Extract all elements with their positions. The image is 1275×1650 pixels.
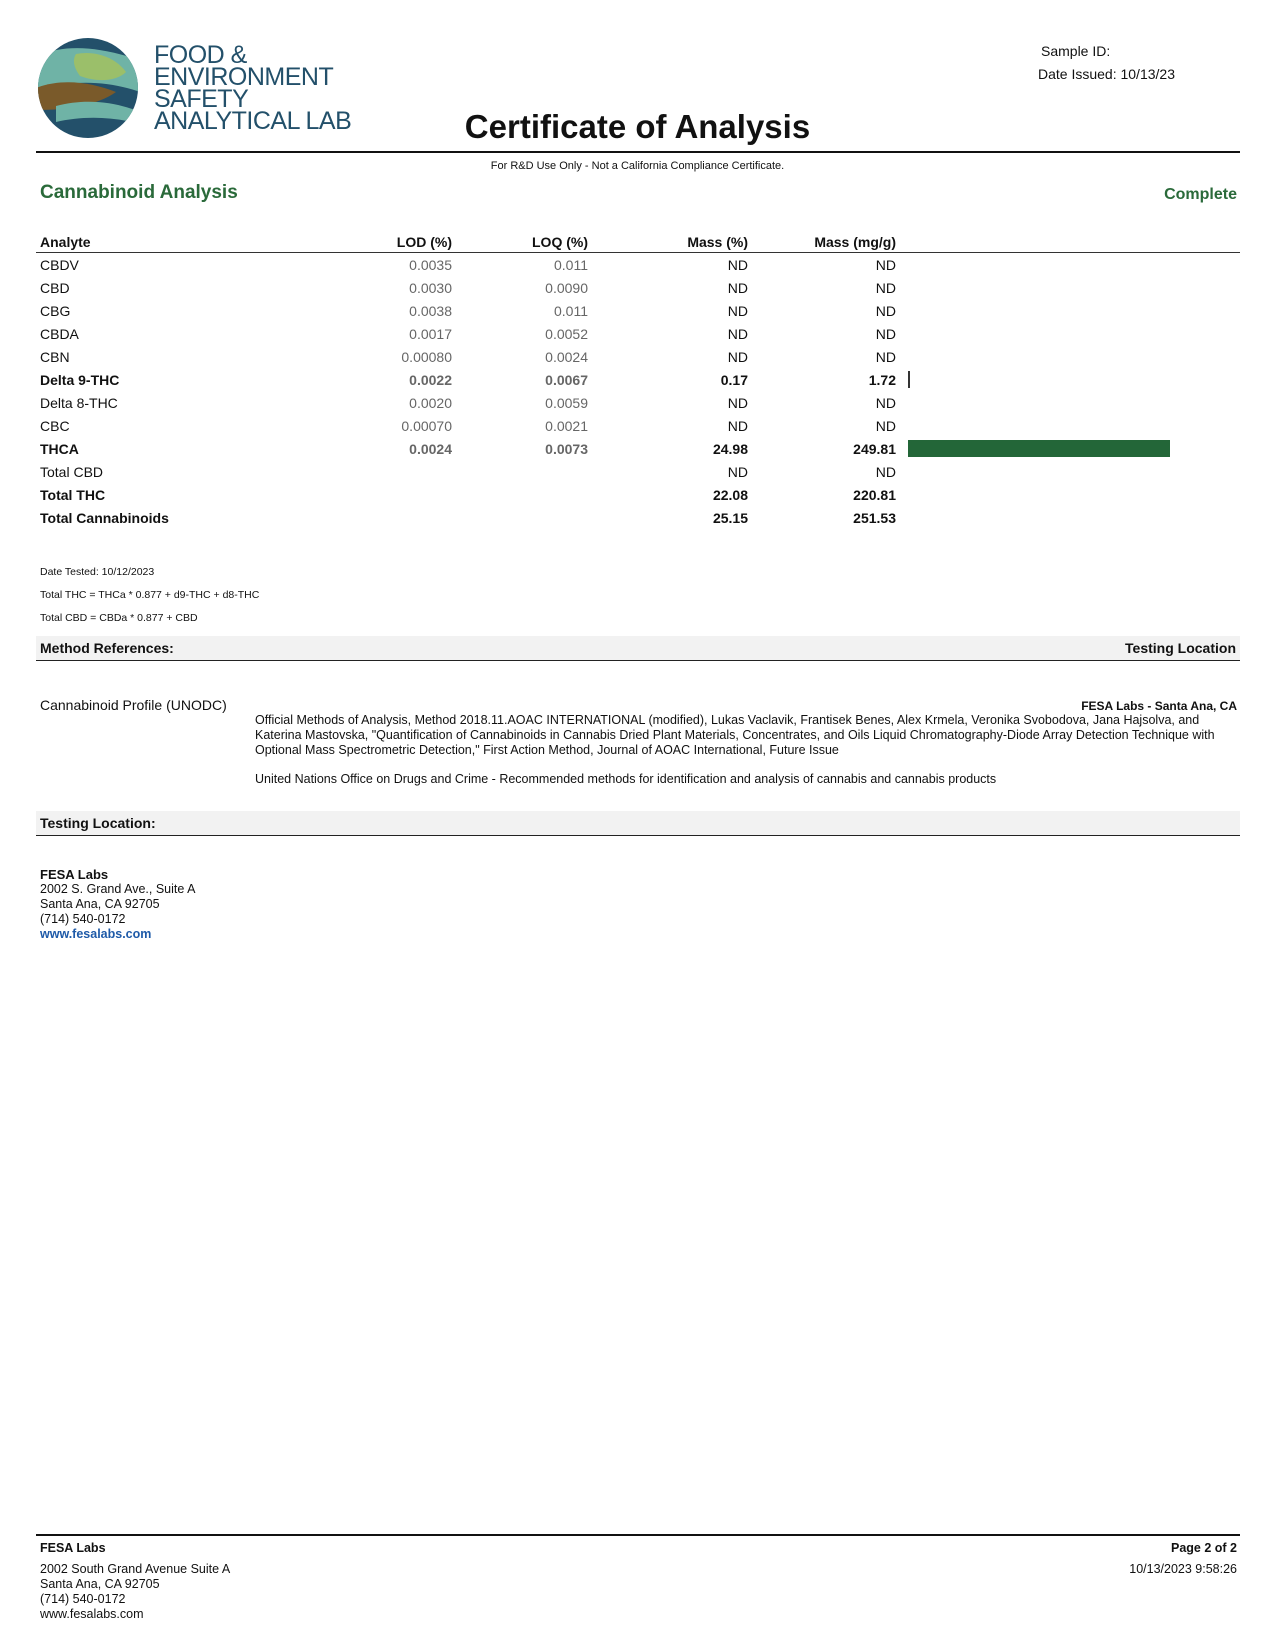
table-row bbox=[36, 391, 1240, 414]
footer-website: www.fesalabs.com bbox=[40, 1607, 144, 1621]
logo-line: ENVIRONMENT bbox=[154, 63, 334, 91]
table-row bbox=[36, 437, 1240, 460]
cell-mass-pct: ND bbox=[727, 256, 748, 273]
cell-loq bbox=[456, 483, 592, 506]
col-header-mass-pct: Mass (%) bbox=[592, 232, 752, 253]
cell-bar bbox=[900, 276, 1240, 299]
cell-lod bbox=[326, 506, 456, 529]
table-row bbox=[36, 276, 1240, 299]
col-header-lod: LOD (%) bbox=[326, 232, 456, 253]
footer-address-line1: 2002 South Grand Avenue Suite A bbox=[40, 1562, 231, 1576]
total-thc-formula: Total THC = THCa * 0.877 + d9-THC + d8-THC bbox=[40, 589, 260, 601]
cell-bar bbox=[900, 460, 1240, 483]
cell-mass-mgg: 220.81 bbox=[853, 486, 896, 503]
lab-address-line1: 2002 S. Grand Ave., Suite A bbox=[40, 882, 196, 896]
cell-lod: 0.00070 bbox=[401, 417, 452, 434]
mass-bar bbox=[908, 371, 910, 388]
cell-loq bbox=[456, 506, 592, 529]
table-row bbox=[36, 460, 1240, 483]
footer-phone: (714) 540-0172 bbox=[40, 1592, 126, 1606]
table-row bbox=[36, 345, 1240, 368]
col-header-analyte: Analyte bbox=[36, 232, 326, 253]
testing-location-address bbox=[40, 867, 195, 942]
table-row bbox=[36, 483, 1240, 506]
cell-loq: 0.0090 bbox=[545, 279, 588, 296]
cell-mass-pct: ND bbox=[727, 302, 748, 319]
cell-loq: 0.011 bbox=[554, 256, 588, 273]
cannabinoid-table bbox=[36, 232, 1240, 529]
footer-divider bbox=[36, 1534, 1240, 1536]
cell-lod: 0.00080 bbox=[401, 348, 452, 365]
cell-bar bbox=[900, 414, 1240, 437]
cell-mass-pct: 22.08 bbox=[712, 486, 748, 503]
method-location: FESA Labs - Santa Ana, CA bbox=[1081, 699, 1237, 713]
cell-bar bbox=[900, 322, 1240, 345]
cell-bar bbox=[900, 437, 1240, 460]
logo-line: ANALYTICAL LAB bbox=[154, 107, 352, 135]
cell-mass-mgg: ND bbox=[875, 394, 896, 411]
testing-location-label: Testing Location: bbox=[40, 815, 156, 831]
cell-loq: 0.0073 bbox=[545, 440, 588, 457]
testing-location-header: Testing Location bbox=[1125, 640, 1236, 656]
cell-analyte: CBDV bbox=[40, 256, 79, 273]
cell-mass-mgg: 1.72 bbox=[868, 371, 896, 388]
cell-mass-pct: ND bbox=[727, 279, 748, 296]
method-name: Cannabinoid Profile (UNODC) bbox=[40, 697, 227, 713]
cell-mass-pct: ND bbox=[727, 348, 748, 365]
cell-mass-pct: ND bbox=[727, 417, 748, 434]
cell-analyte: CBN bbox=[40, 348, 70, 365]
cell-bar bbox=[900, 368, 1240, 391]
header-divider bbox=[36, 151, 1240, 153]
table-header-row bbox=[36, 232, 1240, 253]
footer-address bbox=[40, 1541, 230, 1622]
cell-loq: 0.0059 bbox=[545, 394, 588, 411]
cell-loq: 0.0067 bbox=[545, 371, 588, 388]
cell-analyte: CBC bbox=[40, 417, 70, 434]
total-cbd-formula: Total CBD = CBDa * 0.877 + CBD bbox=[40, 612, 198, 624]
table-row bbox=[36, 253, 1240, 277]
footer-address-line2: Santa Ana, CA 92705 bbox=[40, 1577, 160, 1591]
cell-mass-mgg: 251.53 bbox=[853, 509, 896, 526]
cell-mass-mgg: ND bbox=[875, 256, 896, 273]
cell-analyte: Delta 8-THC bbox=[40, 394, 118, 411]
col-header-mass-mgg: Mass (mg/g) bbox=[752, 232, 900, 253]
cell-mass-mgg: 249.81 bbox=[853, 440, 896, 457]
cell-mass-mgg: ND bbox=[875, 325, 896, 342]
cell-bar bbox=[900, 483, 1240, 506]
cell-lod: 0.0020 bbox=[409, 394, 452, 411]
cell-analyte: CBG bbox=[40, 302, 71, 319]
logo-line: FOOD & bbox=[154, 41, 247, 69]
method-references-label: Method References: bbox=[40, 640, 174, 656]
cell-bar bbox=[900, 345, 1240, 368]
table-row bbox=[36, 322, 1240, 345]
disclaimer: For R&D Use Only - Not a California Compliance Certificate. bbox=[490, 160, 785, 172]
cell-loq: 0.0021 bbox=[545, 417, 588, 434]
cell-bar bbox=[900, 391, 1240, 414]
cell-mass-mgg: ND bbox=[875, 302, 896, 319]
document-title: Certificate of Analysis bbox=[464, 108, 811, 145]
cell-loq: 0.0052 bbox=[545, 325, 588, 342]
date-tested-note: Date Tested: 10/12/2023 bbox=[40, 566, 155, 578]
table-row bbox=[36, 299, 1240, 322]
method-references bbox=[255, 713, 1215, 801]
cell-lod: 0.0035 bbox=[409, 256, 452, 273]
table-row bbox=[36, 506, 1240, 529]
cell-mass-pct: 25.15 bbox=[712, 509, 748, 526]
col-header-bar bbox=[900, 232, 1240, 253]
cell-loq: 0.0024 bbox=[545, 348, 588, 365]
status-badge: Complete bbox=[1164, 186, 1237, 203]
cell-lod bbox=[326, 460, 456, 483]
table-row bbox=[36, 368, 1240, 391]
cell-mass-mgg: ND bbox=[875, 417, 896, 434]
cell-lod: 0.0024 bbox=[409, 440, 452, 457]
cell-analyte: Delta 9-THC bbox=[40, 371, 120, 388]
cell-bar bbox=[900, 299, 1240, 322]
cell-analyte: Total THC bbox=[40, 486, 106, 503]
lab-phone: (714) 540-0172 bbox=[40, 912, 126, 926]
cell-analyte: CBDA bbox=[40, 325, 79, 342]
header-meta bbox=[1038, 40, 1175, 86]
cell-lod: 0.0022 bbox=[409, 371, 452, 388]
sample-id-label: Sample ID: bbox=[1041, 43, 1111, 59]
col-header-loq: LOQ (%) bbox=[456, 232, 592, 253]
cell-lod: 0.0017 bbox=[409, 325, 452, 342]
table-body bbox=[36, 253, 1240, 530]
lab-name: FESA Labs bbox=[40, 867, 109, 882]
cell-loq bbox=[456, 460, 592, 483]
cell-mass-pct: 24.98 bbox=[712, 440, 748, 457]
cell-loq: 0.011 bbox=[554, 302, 588, 319]
analysis-notes bbox=[40, 561, 259, 630]
cell-lod: 0.0030 bbox=[409, 279, 452, 296]
date-issued: Date Issued: 10/13/23 bbox=[1038, 66, 1175, 82]
cell-mass-mgg: ND bbox=[875, 348, 896, 365]
cell-analyte: THCA bbox=[40, 440, 79, 457]
cell-mass-pct: ND bbox=[727, 325, 748, 342]
cell-bar bbox=[900, 253, 1240, 277]
cell-mass-pct: 0.17 bbox=[720, 371, 748, 388]
cell-analyte: Total Cannabinoids bbox=[40, 509, 169, 526]
lab-website-link[interactable]: www.fesalabs.com bbox=[40, 927, 152, 941]
cell-lod: 0.0038 bbox=[409, 302, 452, 319]
cell-mass-pct: ND bbox=[727, 463, 748, 480]
lab-address-line2: Santa Ana, CA 92705 bbox=[40, 897, 160, 911]
reference-unodc: United Nations Office on Drugs and Crime - Recommended methods for identification and analysis of cannabis and cannabis products bbox=[255, 772, 997, 786]
cell-analyte: CBD bbox=[40, 279, 70, 296]
cell-mass-pct: ND bbox=[727, 394, 748, 411]
reference-aoac: Official Methods of Analysis, Method 2018.11.AOAC INTERNATIONAL (modified), Lukas Vaclavik, Frantisek Benes, Alex Krmela, Veronika Svobodova, Jana Hajsolva, and Katerina Mastovska, "Quantification of Cannabinoids in Cannabis Dried Plant Materials, Concentrates, and Oils Liquid Chromatography-Diode Array Detection Technique with Optional Mass Spectrometric Detection," First Action Method, Journal of AOAC International, Future Issue bbox=[255, 713, 1215, 757]
footer-lab-name: FESA Labs bbox=[40, 1541, 106, 1555]
footer-page-info bbox=[1129, 1541, 1237, 1577]
logo-line: SAFETY bbox=[154, 85, 249, 113]
print-timestamp: 10/13/2023 9:58:26 bbox=[1129, 1562, 1237, 1576]
cell-mass-mgg: ND bbox=[875, 279, 896, 296]
cell-analyte: Total CBD bbox=[40, 463, 104, 480]
testing-location-band bbox=[36, 811, 1240, 836]
cell-lod bbox=[326, 483, 456, 506]
page-number: Page 2 of 2 bbox=[1171, 1541, 1237, 1555]
method-references-band bbox=[36, 636, 1240, 661]
mass-bar bbox=[908, 440, 1170, 457]
table-row bbox=[36, 414, 1240, 437]
cell-mass-mgg: ND bbox=[875, 463, 896, 480]
section-title: Cannabinoid Analysis bbox=[40, 182, 238, 203]
cell-bar bbox=[900, 506, 1240, 529]
